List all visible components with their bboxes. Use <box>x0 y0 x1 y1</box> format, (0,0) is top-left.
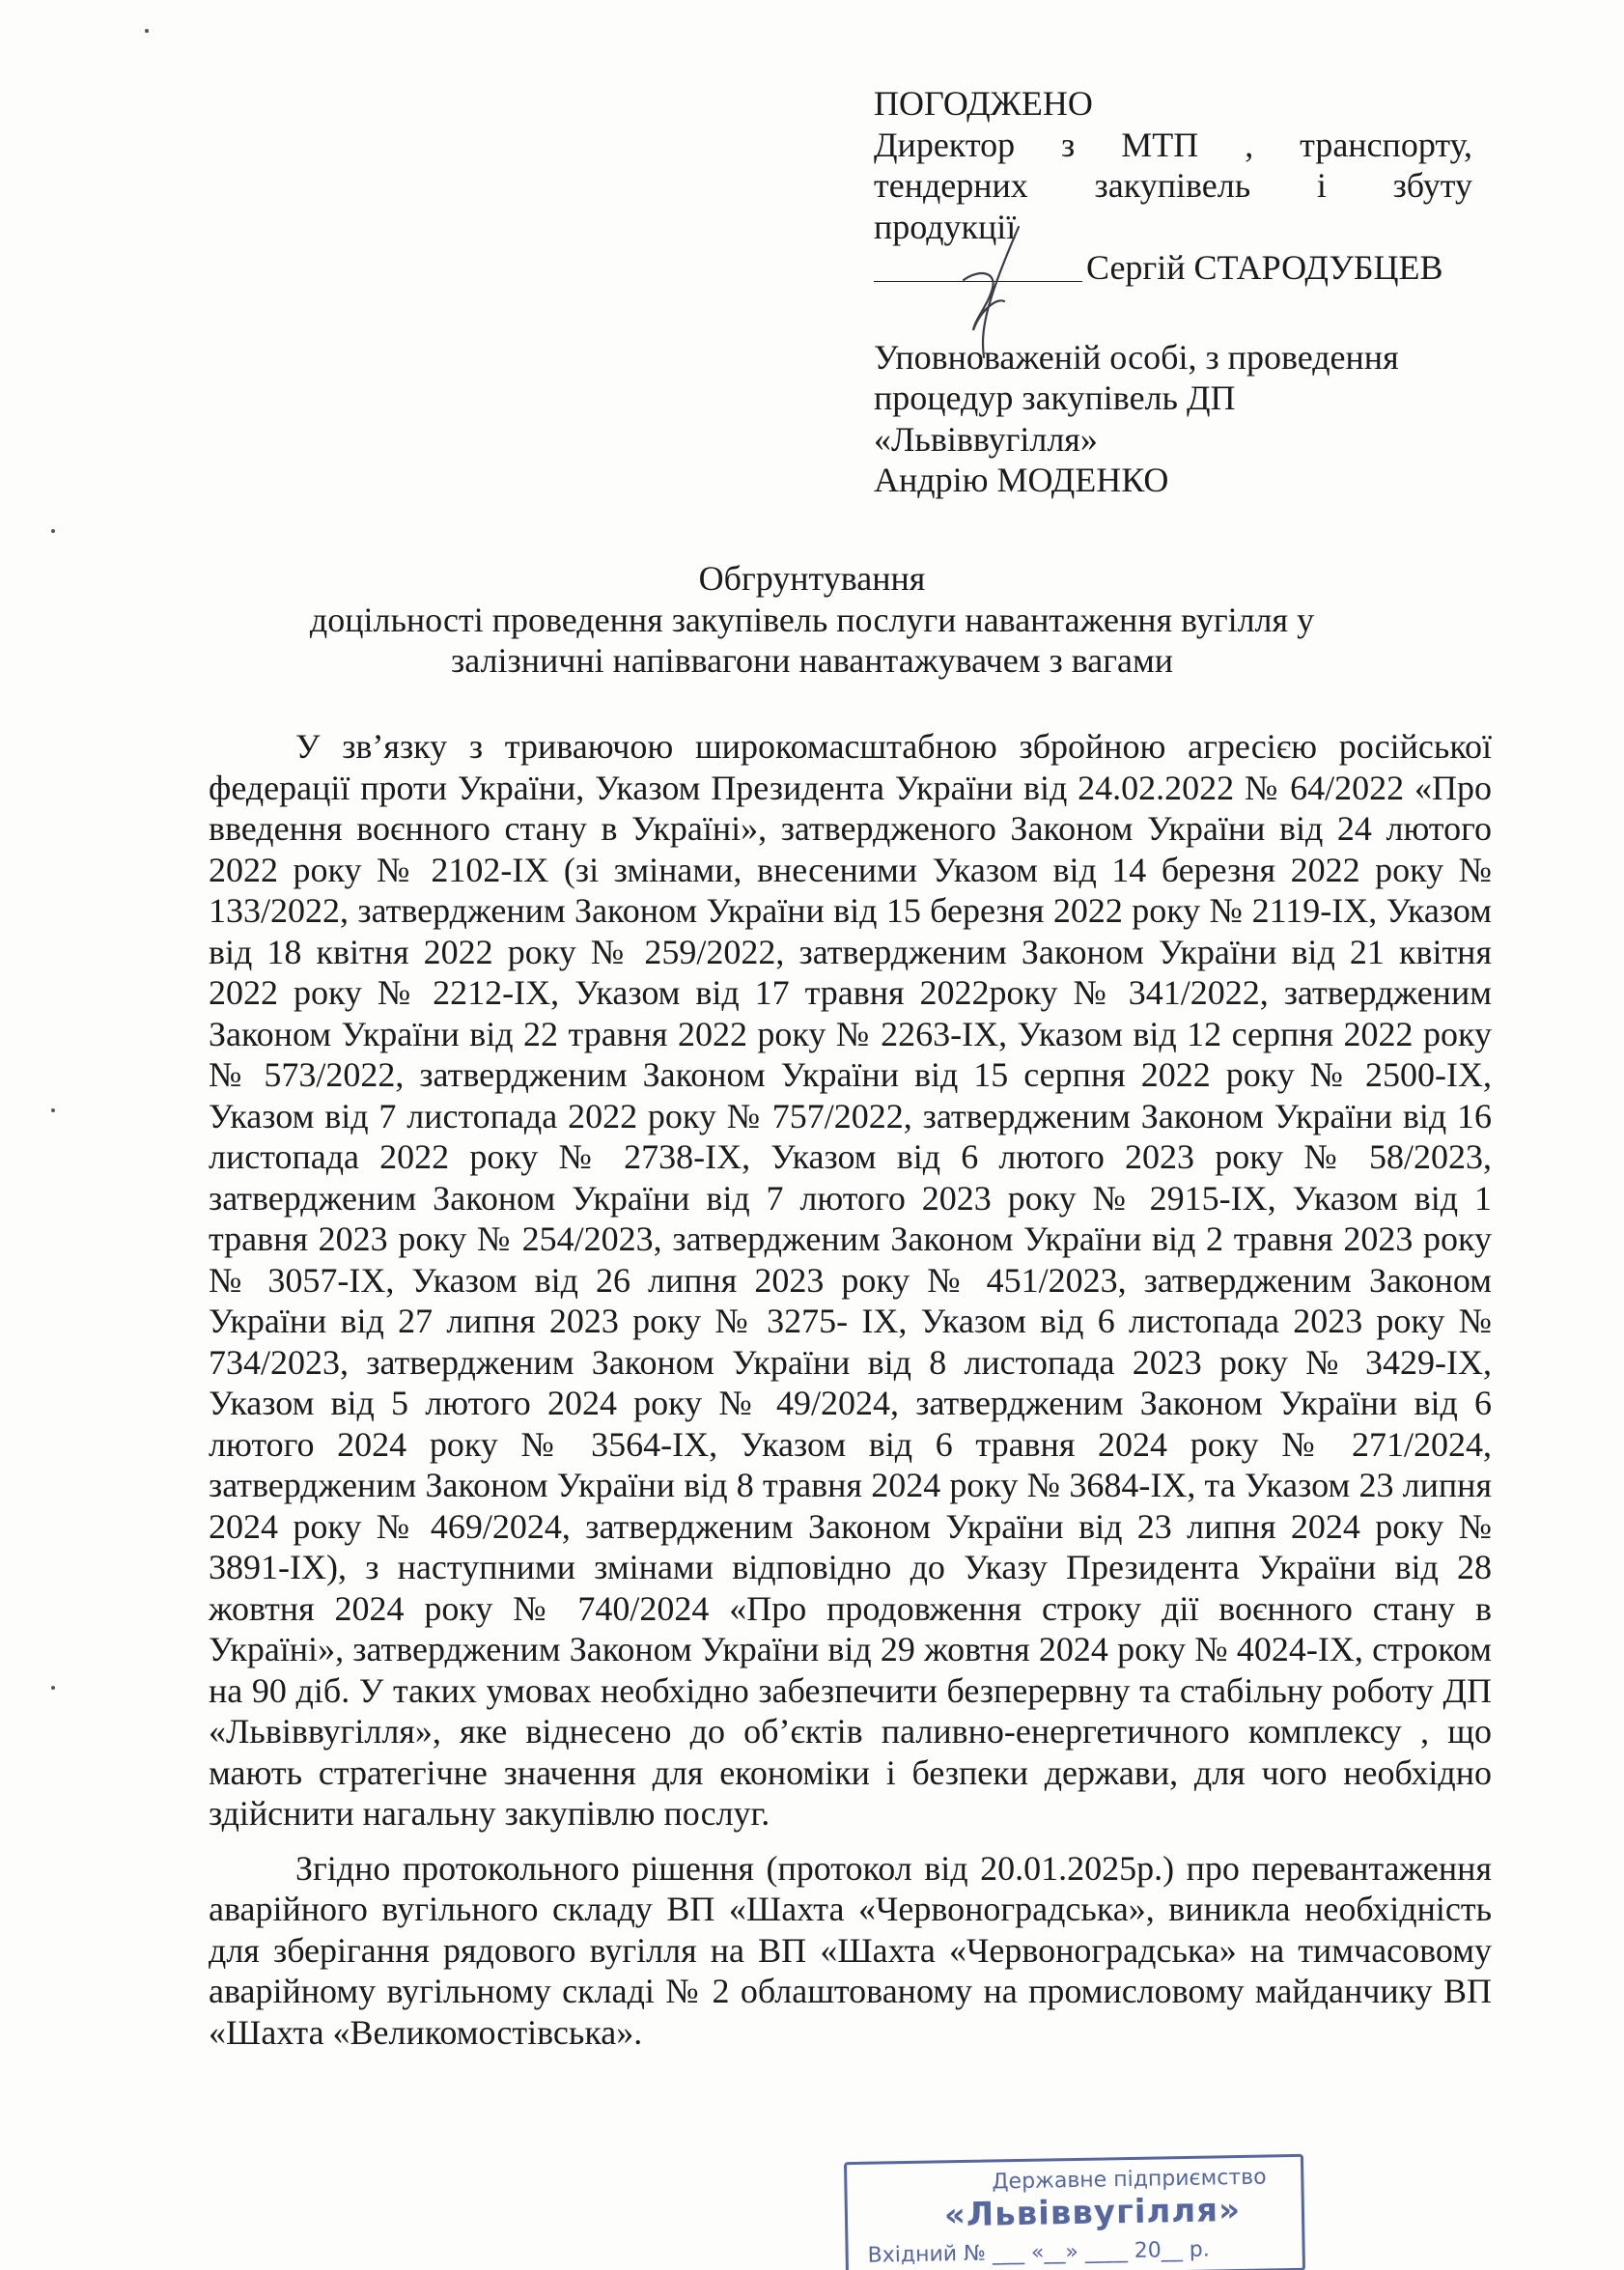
scan-speck <box>51 529 55 533</box>
body-paragraph-2: Згідно протокольного рішення (протокол від 20.01.2025р.) про перевантаження аварійного вугільного складу ВП «Шахта «Червоноградська», виникла необхідність для зберігання рядового вугілля на ВП «Шахта «Червоноградська» на тимчасовому аварійному вугільному складі № 2 облаштованому на промисловому майданчику ВП «Шахта «Великомостівська». <box>209 1848 1492 2052</box>
handwritten-signature <box>937 222 1052 367</box>
scan-speck <box>51 1108 55 1112</box>
stamp-line-3: Вхідний № ___ «__» ____ 20__ р. <box>867 2237 1210 2268</box>
title-line-2: доцільності проведення закупівель послуги навантаження вугілля у <box>309 600 1315 639</box>
approval-heading: ПОГОДЖЕНО <box>874 84 1093 123</box>
approver-position-line-1: Директор з МТП , транспорту, <box>874 125 1472 164</box>
stamp-line-1: Державне підприємство <box>992 2165 1267 2195</box>
scan-speck <box>145 29 149 33</box>
stamp-line-2: «Львіввугілля» <box>943 2191 1242 2235</box>
document-title <box>0 558 1624 682</box>
title-line-1: Обгрунтування <box>698 559 926 598</box>
recipient-line-1: Уповноваженій особі, з проведення <box>874 337 1399 377</box>
document-body <box>209 726 1492 2053</box>
title-line-3: залізничні напіввагони навантажувачем з вагами <box>450 641 1174 680</box>
incoming-registration-stamp <box>844 2154 1305 2270</box>
approver-name: Сергій СТАРОДУБЦЕВ <box>1086 248 1443 287</box>
recipient-name: Андрію МОДЕНКО <box>874 461 1169 499</box>
body-paragraph-1: У зв’язку з триваючою широкомасштабною збройною агресією російської федерації проти України, Указом Президента України від 24.02.2022 № 64/2022 «Про введення воєнного стану в Україні», затвердженого Законом України від 24 лютого 2022 року № 2102-IX (зі змінами, внесеними Указом від 14 березня 2022 року № 133/2022, затвердженим Законом України від 15 березня 2022 року № 2119-IX, Указом від 18 квітня 2022 року № 259/2022, затвердженим Законом України від 21 квітня 2022 року № 2212-IX, Указом від 17 травня 2022року № 341/2022, затвердженим Законом України від 22 травня 2022 року № 2263-IX, Указом від 12 серпня 2022 року № 573/2022, затвердженим Законом України від 15 серпня 2022 року № 2500-IX, Указом від 7 листопада 2022 року № 757/2022, затвердженим Законом України від 16 листопада 2022 року № 2738-IX, Указом від 6 лютого 2023 року № 58/2023, затвердженим Законом України від 7 лютого 2023 року № 2915-IX, Указом від 1 травня 2023 року № 254/2023, затвердженим Законом України від 2 травня 2023 року № 3057-IX, Указом від 26 липня 2023 року № 451/2023, затвердженим Законом України від 27 липня 2023 року № 3275- IX, Указом від 6 листопада 2023 року № 734/2023, затвердженим Законом України від 8 листопада 2023 року № 3429-IX, Указом від 5 лютого 2024 року № 49/2024, затвердженим Законом України від 6 лютого 2024 року № 3564-IX, Указом від 6 травня 2024 року № 271/2024, затвердженим Законом України від 8 травня 2024 року № 3684-IX, та Указом 23 липня 2024 року № 469/2024, затвердженим Законом України від 23 липня 2024 року № 3891-IX), з наступними змінами відповідно до Указу Президента України від 28 жовтня 2024 року № 740/2024 «Про продовження строку дії воєнного стану в Україні», затвердженим Законом України від 29 жовтня 2024 року № 4024-IX, строком на 90 діб. У таких умовах необхідно забезпечити безперервну та стабільну роботу ДП «Львіввугілля», яке віднесено до об’єктів паливно-енергетичного комплексу , що мають стратегічне значення для економіки і безпеки держави, для чого необхідно здійснити нагальну закупівлю послуг. <box>209 727 1492 1833</box>
scan-speck <box>51 1686 55 1690</box>
approver-position-line-2: тендерних закупівель і збуту <box>874 166 1472 205</box>
recipient-line-3: «Львіввугілля» <box>874 419 1098 459</box>
approver-position-line-3: продукції <box>874 207 1017 246</box>
recipient-line-2: процедур закупівель ДП <box>874 378 1236 417</box>
